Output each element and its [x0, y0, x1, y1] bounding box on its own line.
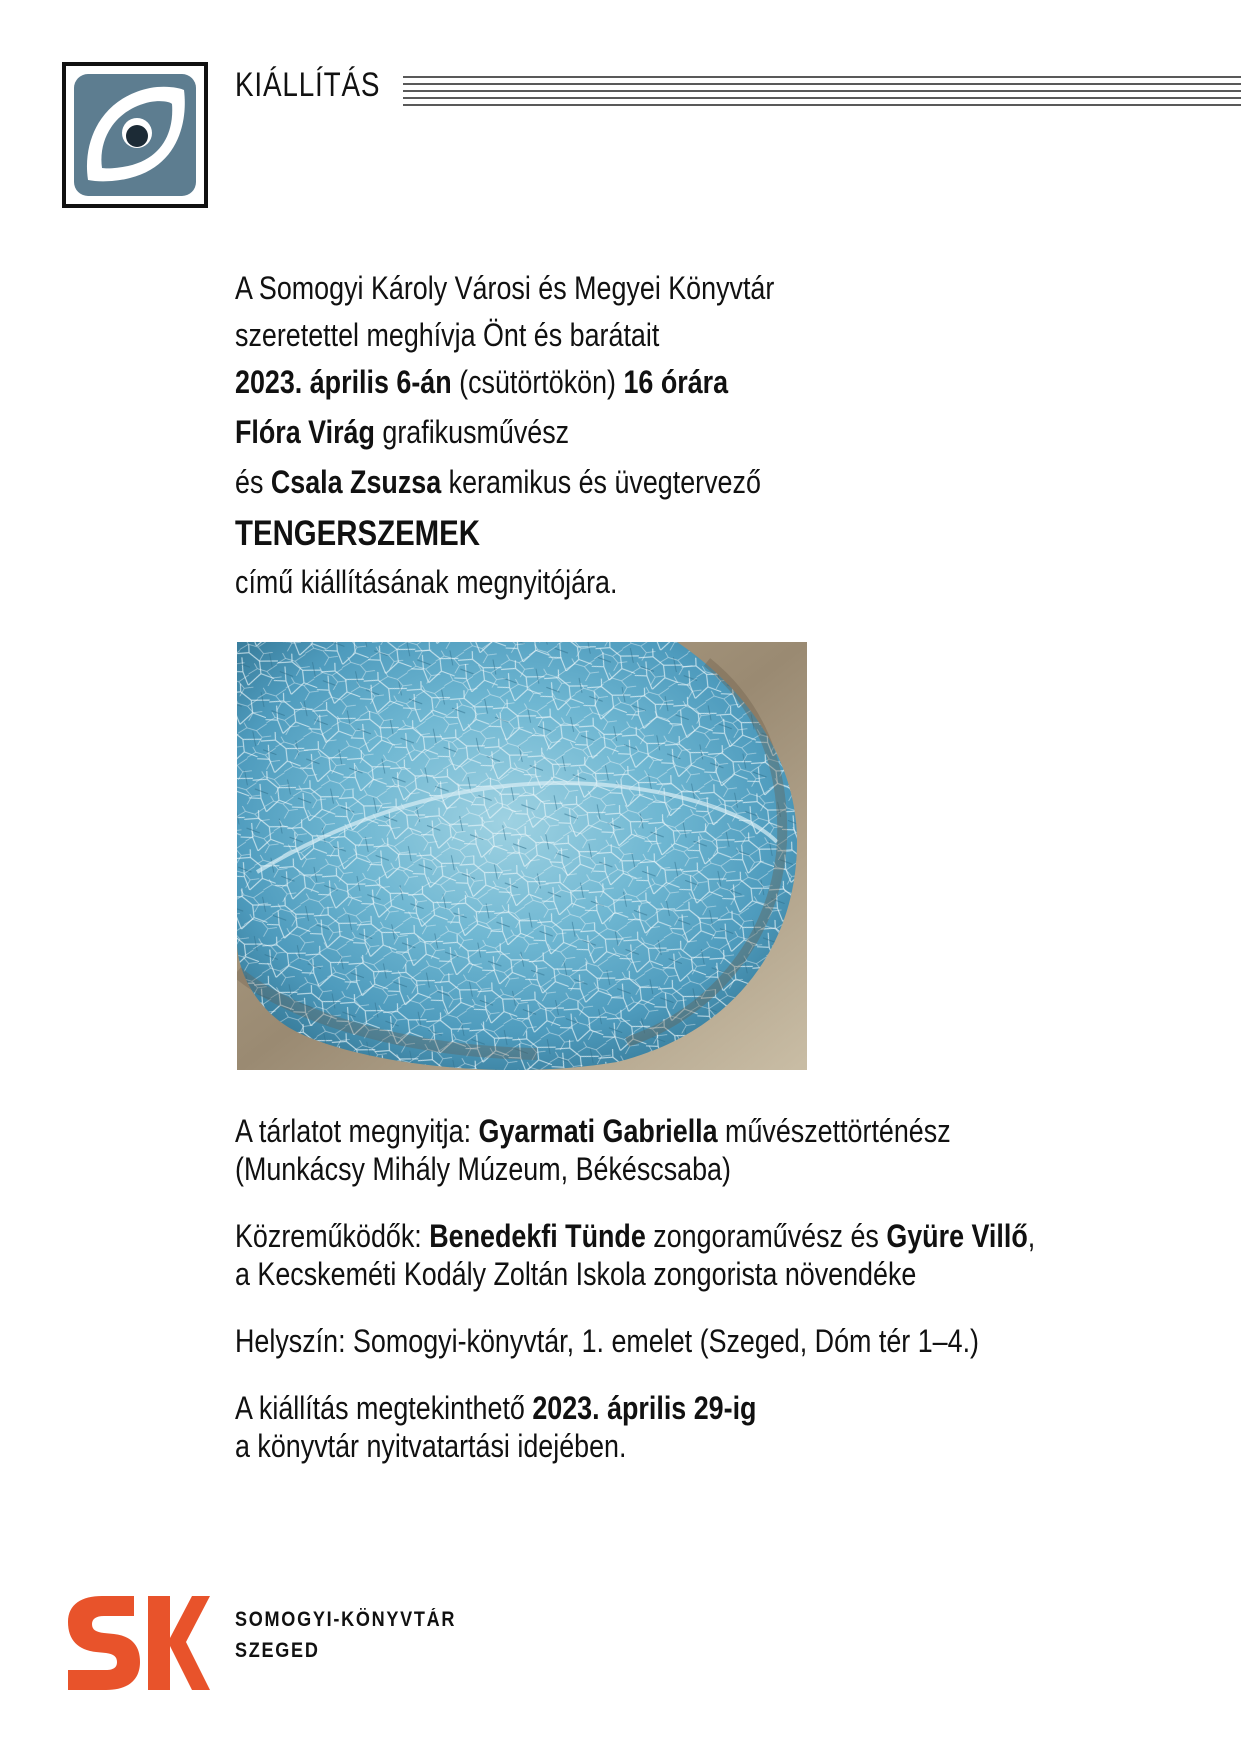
- invitation-line-invite: szeretettel meghívja Önt és barátait: [235, 317, 660, 353]
- performer2-name: Gyüre Villő: [886, 1218, 1028, 1254]
- opener-affiliation: (Munkácsy Mihály Múzeum, Békéscsaba): [235, 1151, 731, 1187]
- event-weekday: (csütörtökön): [459, 364, 616, 400]
- event-date: 2023. április 6-án: [235, 364, 452, 400]
- page-title: KIÁLLÍTÁS: [235, 66, 381, 104]
- sk-logo-icon: [62, 1582, 212, 1697]
- performer1-name: Benedekfi Tünde: [429, 1218, 646, 1254]
- opener-role: művészettörténész: [725, 1113, 951, 1149]
- opener-name: Gyarmati Gabriella: [478, 1113, 718, 1149]
- invitation-line-closing: című kiállításának megnyitójára.: [235, 564, 618, 600]
- performer2-description: a Kecskeméti Kodály Zoltán Iskola zongorista növendéke: [235, 1256, 917, 1292]
- performer2-comma: ,: [1027, 1218, 1036, 1254]
- artist1-name: Flóra Virág: [235, 414, 375, 450]
- performer1-role: zongoraművész és: [653, 1218, 879, 1254]
- header-rule-lines: [403, 74, 1241, 114]
- venue-block: [235, 1322, 1195, 1360]
- invitation-line-host: A Somogyi Károly Városi és Megyei Könyvtár: [235, 270, 775, 306]
- invitation-line-artist2: [235, 466, 991, 516]
- artist1-role: grafikusművész: [382, 414, 570, 450]
- opening-hours: a könyvtár nyitvatartási idejében.: [235, 1428, 627, 1464]
- artist2-name: Csala Zsuzsa: [270, 464, 442, 500]
- opener-line: [235, 1112, 1041, 1150]
- performers-label: Közreműködők:: [235, 1218, 422, 1254]
- event-details: [235, 1112, 1195, 1494]
- artist2-role: keramikus és üvegtervező: [448, 464, 761, 500]
- viewing-block: [235, 1389, 1195, 1465]
- performers-block: [235, 1217, 1195, 1293]
- opener-label: A tárlatot megnyitja:: [235, 1113, 472, 1149]
- viewing-line: [235, 1389, 1041, 1427]
- organization-line1: SOMOGYI-KÖNYVTÁR: [235, 1608, 457, 1631]
- viewing-text: A kiállítás megtekinthető: [235, 1390, 525, 1426]
- invitation-line-date: [235, 366, 991, 416]
- and-word: és: [235, 464, 264, 500]
- invitation-line-artist1: [235, 416, 991, 466]
- opener-block: [235, 1112, 1195, 1188]
- performers-line: [235, 1217, 1041, 1255]
- event-time: 16 órára: [623, 364, 729, 400]
- exhibition-photo: [237, 642, 807, 1070]
- invitation-text: [235, 272, 1135, 616]
- organization-name: [235, 1604, 492, 1666]
- eye-icon: [62, 62, 208, 208]
- exhibition-title: TENGERSZEMEK: [235, 514, 481, 553]
- venue-line: Helyszín: Somogyi-könyvtár, 1. emelet (Szeged, Dóm tér 1–4.): [235, 1323, 979, 1359]
- organization-line2: SZEGED: [235, 1639, 320, 1662]
- viewing-until: 2023. április 29-ig: [532, 1390, 757, 1426]
